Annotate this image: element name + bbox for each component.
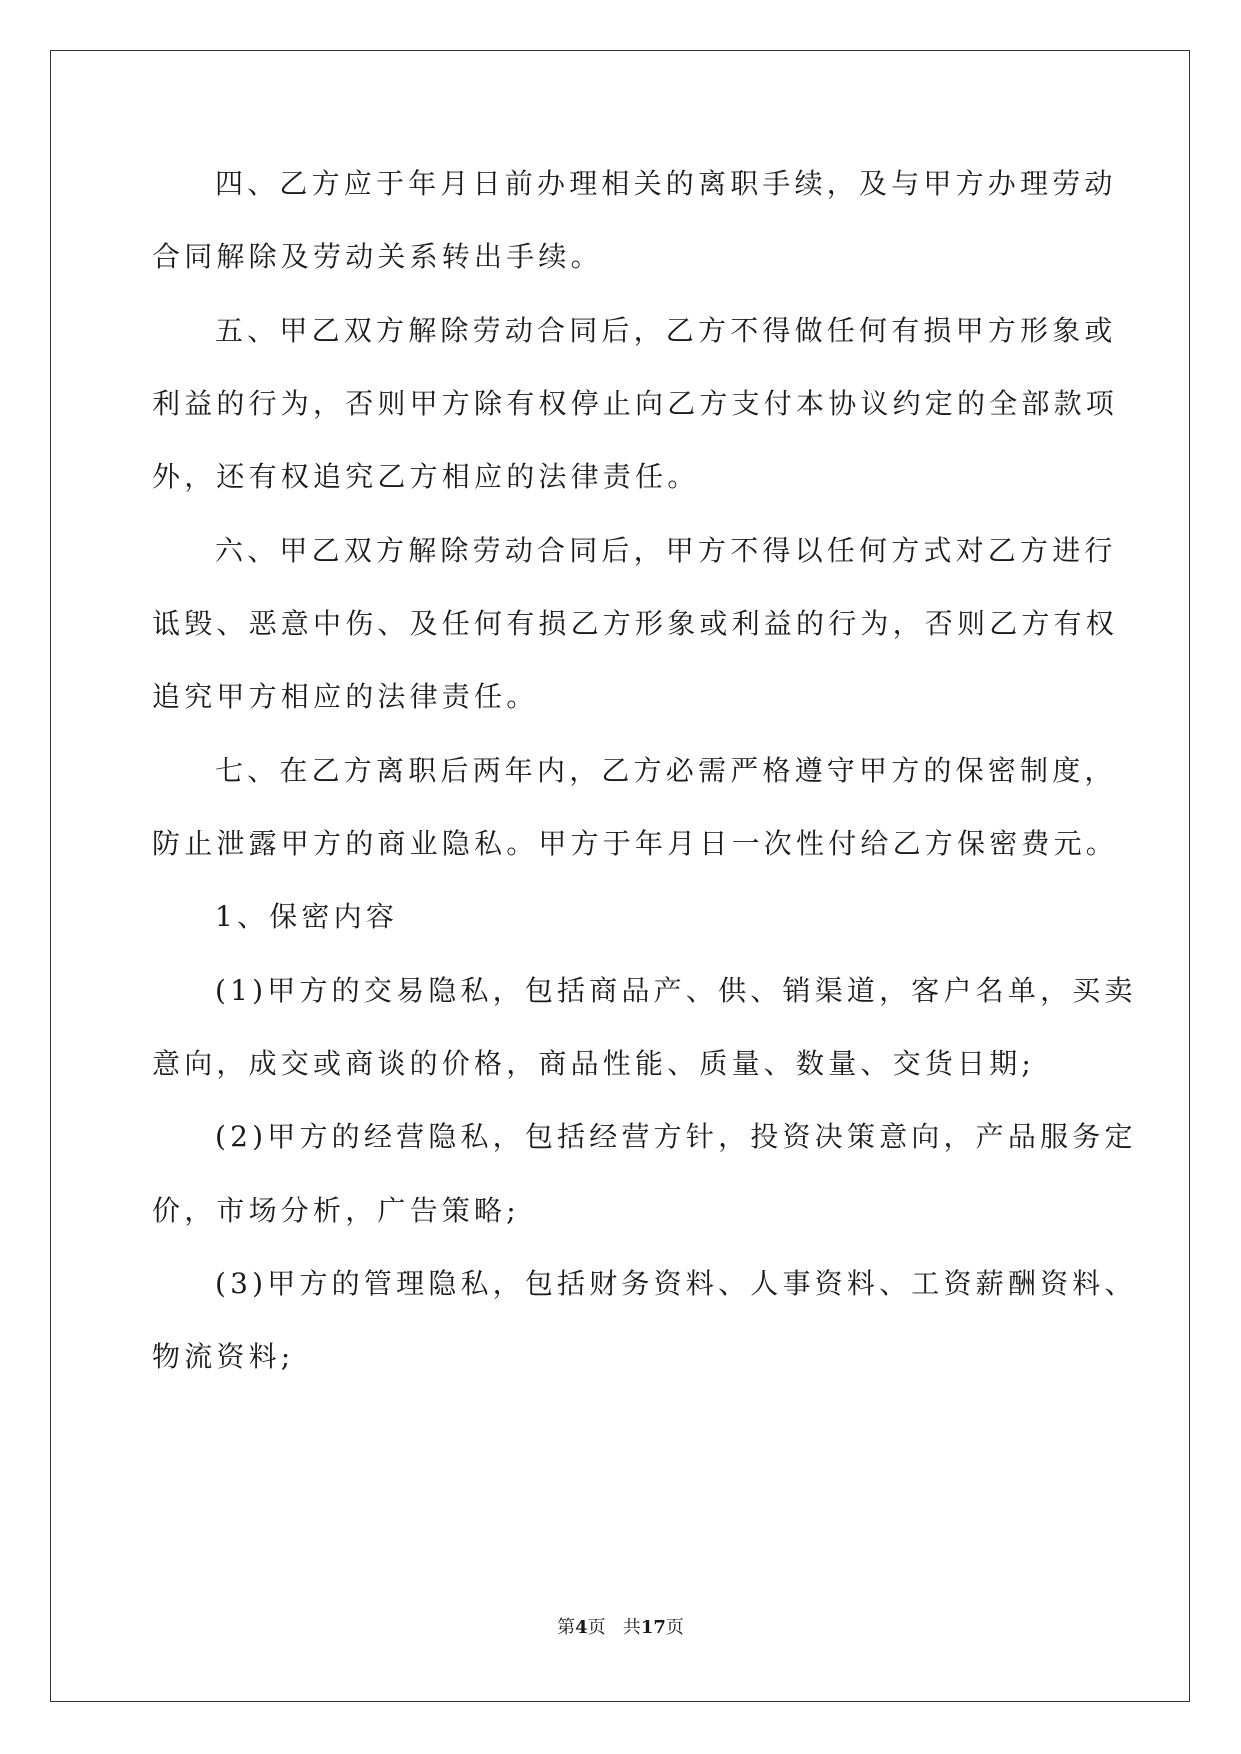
footer-total-prefix: 共: [622, 1617, 641, 1638]
footer-prefix: 第: [557, 1617, 576, 1638]
text-line: 诋毁、恶意中伤、及任何有损乙方形象或利益的行为，否则乙方有权: [152, 607, 1119, 640]
text-line: 物流资料;: [152, 1340, 295, 1373]
text-line: 四、乙方应于年月日前办理相关的离职手续，及与甲方办理劳动: [215, 167, 1117, 200]
text-line: 防止泄露甲方的商业隐私。甲方于年月日一次性付给乙方保密费元。: [152, 827, 1119, 860]
footer-page-suffix: 页: [587, 1617, 606, 1638]
text-line: 外，还有权追究乙方相应的法律责任。: [152, 460, 700, 493]
total-pages-number: 17: [640, 1617, 666, 1638]
text-line: 五、甲乙双方解除劳动合同后，乙方不得做任何有损甲方形象或: [215, 314, 1117, 347]
text-line: 六、甲乙双方解除劳动合同后，甲方不得以任何方式对乙方进行: [215, 534, 1117, 567]
current-page-number: 4: [575, 1617, 588, 1638]
page-footer: [0, 1616, 1241, 1640]
footer-total-suffix: 页: [665, 1617, 684, 1638]
text-line: 合同解除及劳动关系转出手续。: [152, 240, 603, 273]
text-line: (1)甲方的交易隐私，包括商品产、供、销渠道，客户名单，买卖: [215, 974, 1137, 1007]
text-line: 追究甲方相应的法律责任。: [152, 680, 539, 713]
page-border: [50, 50, 1190, 1702]
text-line: 意向，成交或商谈的价格，商品性能、质量、数量、交货日期;: [152, 1047, 1036, 1080]
text-line: (2)甲方的经营隐私，包括经营方针，投资决策意向，产品服务定: [215, 1120, 1137, 1153]
text-line: (3)甲方的管理隐私，包括财务资料、人事资料、工资薪酬资料、: [215, 1267, 1137, 1300]
section-heading: 1、保密内容: [215, 900, 399, 933]
text-line: 利益的行为，否则甲方除有权停止向乙方支付本协议约定的全部款项: [152, 387, 1119, 420]
text-line: 七、在乙方离职后两年内，乙方必需严格遵守甲方的保密制度，: [215, 754, 1117, 787]
text-line: 价，市场分析，广告策略;: [152, 1194, 520, 1227]
